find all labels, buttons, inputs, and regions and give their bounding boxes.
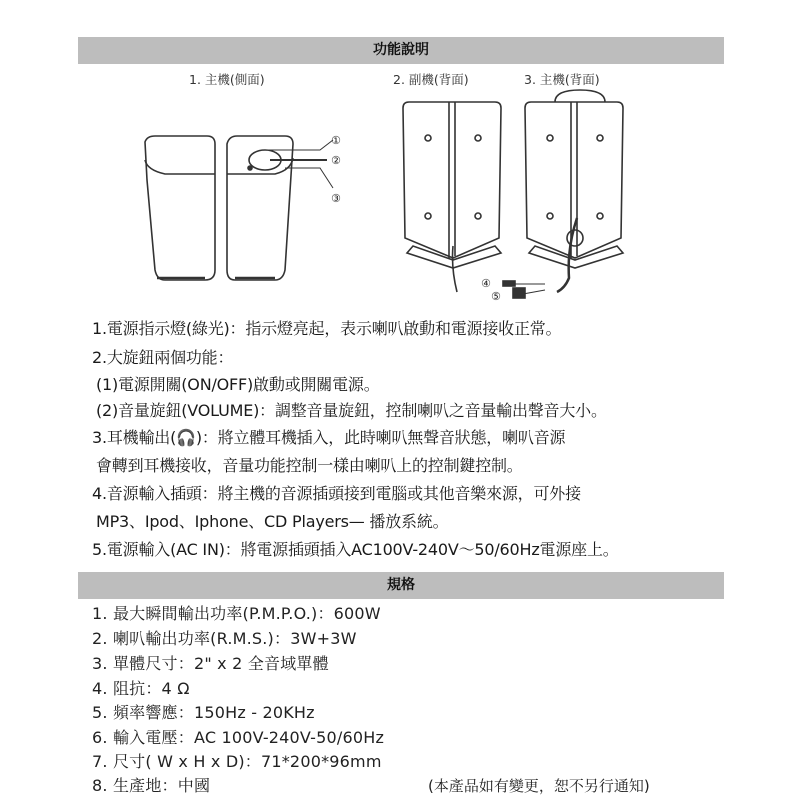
features-section-header: 功能說明 [78, 37, 724, 64]
spec-item: 6. 輸入電壓：AC 100V-240V-50/60Hz [92, 728, 385, 747]
feature-line-3: 3.耳機輸出(🎧)：將立體耳機插入，此時喇叭無聲音狀態，喇叭音源 [92, 428, 566, 447]
speaker-side-view-illustration [135, 130, 355, 290]
spec-item: 3. 單體尺寸：2" x 2 全音域單體 [92, 654, 329, 673]
spec-item: 8. 生產地：中國 [92, 776, 211, 795]
callout-5: ⑤ [491, 290, 501, 303]
figure-caption-main-back: 3. 主機(背面) [524, 72, 600, 87]
spec-item: 5. 頻率響應：150Hz - 20KHz [92, 703, 315, 722]
spec-item: 2. 喇叭輸出功率(R.M.S.)：3W+3W [92, 629, 357, 648]
feature-line-2-2: (2)音量旋鈕(VOLUME)：調整音量旋鈕，控制喇叭之音量輸出聲音大小。 [96, 401, 607, 420]
spec-item: 4. 阻抗：4 Ω [92, 679, 190, 698]
callout-3: ③ [331, 192, 341, 205]
spec-item: 1. 最大瞬間輸出功率(P.M.P.O.)：600W [92, 604, 381, 623]
feature-line-5: 5.電源輸入(AC IN)：將電源插頭插入AC100V-240V～50/60Hz電源座上。 [92, 540, 619, 559]
speaker-back-view-illustration [395, 88, 635, 308]
figure-caption-sub-back: 2. 副機(背面) [393, 72, 469, 87]
figure-caption-main-side: 1. 主機(側面) [189, 72, 265, 87]
spec-item: 7. 尺寸( W x H x D)：71*200*96mm [92, 752, 382, 771]
callout-4: ④ [481, 277, 491, 290]
callout-2: ② [331, 154, 341, 167]
change-notice: (本產品如有變更，恕不另行通知) [428, 777, 650, 795]
specs-section-header: 規格 [78, 572, 724, 599]
feature-line-4-cont: MP3、Ipod、Iphone、CD Players— 播放系統。 [96, 512, 449, 531]
callout-1: ① [331, 134, 341, 147]
feature-line-4: 4.音源輸入插頭：將主機的音源插頭接到電腦或其他音樂來源，可外接 [92, 484, 581, 503]
feature-line-2-1: (1)電源開關(ON/OFF)啟動或開關電源。 [96, 375, 380, 394]
feature-line-3-cont: 會轉到耳機接收，音量功能控制一樣由喇叭上的控制鍵控制。 [96, 456, 523, 475]
feature-line-1: 1.電源指示燈(綠光)：指示燈亮起，表示喇叭啟動和電源接收正常。 [92, 319, 562, 338]
feature-line-2: 2.大旋鈕兩個功能： [92, 348, 234, 367]
